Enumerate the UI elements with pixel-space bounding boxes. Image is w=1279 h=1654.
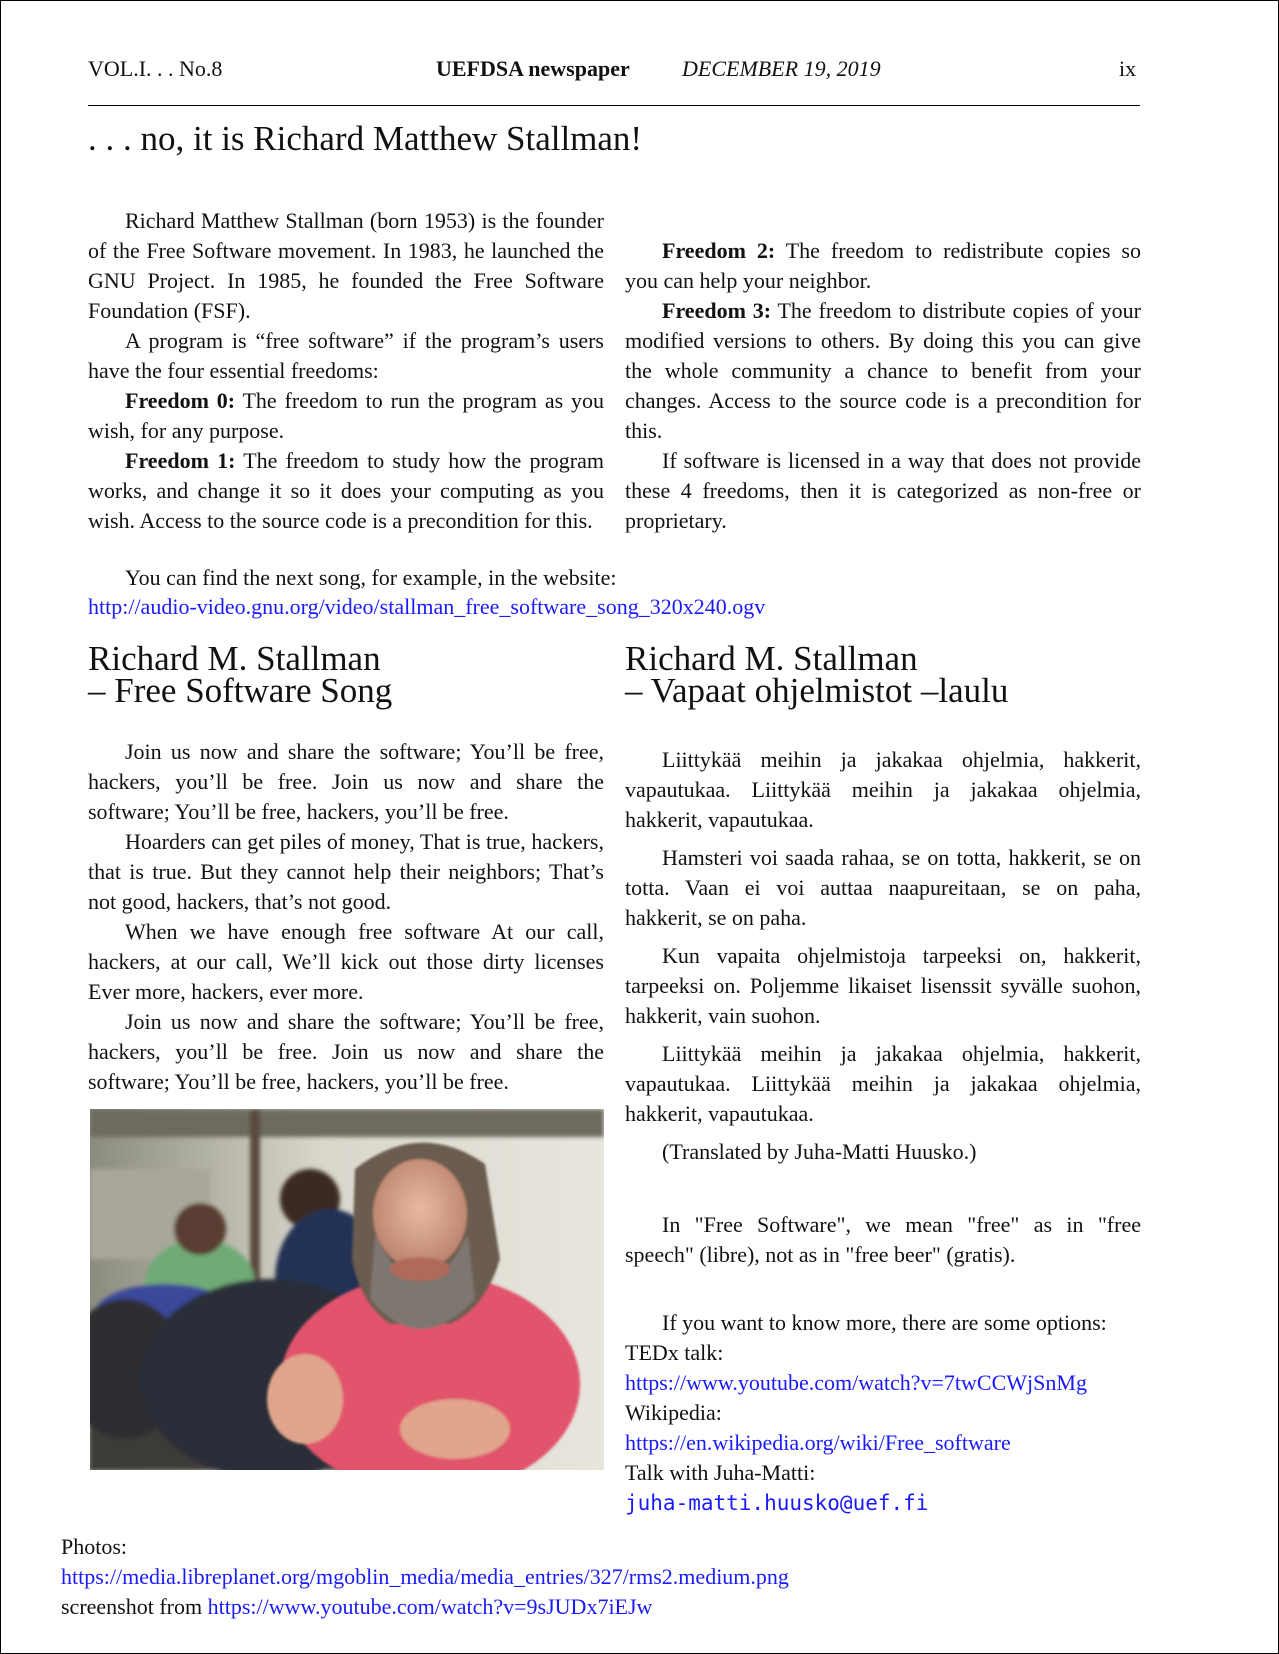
song-note-text: You can find the next song, for example, in the website: <box>125 565 617 590</box>
header-rule <box>88 105 1140 106</box>
song-verse: When we have enough free software At our call, hackers, at our call, We’ll kick out those dirty licenses Ever more, hackers, ever more. <box>88 919 604 1004</box>
stallman-photo <box>90 1109 604 1470</box>
freedom-2-text: The freedom to redistribute copies so you can help your neighbor. <box>625 238 1141 293</box>
freedom-0-label: Freedom 0: <box>125 388 236 413</box>
intro-right-column <box>625 206 1141 536</box>
intro-closing-paragraph: If software is licensed in a way that does not provide these 4 freedoms, then it is categorized as non-free or proprietary. <box>625 448 1141 533</box>
song-verse: Join us now and share the software; You’ll be free, hackers, you’ll be free. Join us now and share the software; You’ll be free, hackers, you’ll be free. <box>88 739 604 824</box>
photo-source-prefix: screenshot from <box>61 1594 208 1619</box>
finnish-song-heading: Richard M. Stallman – Vapaat ohjelmistot –laulu <box>625 639 1009 710</box>
freedom-1-continuation <box>625 206 1141 236</box>
more-info-intro: If you want to know more, there are some options: <box>662 1310 1107 1335</box>
header-paper-name: UEFDSA newspaper <box>436 56 630 81</box>
english-song-lyrics <box>88 737 604 1097</box>
finnish-song-lyrics <box>625 745 1141 1167</box>
freedom-1 <box>88 446 604 536</box>
freedom-2 <box>625 236 1141 296</box>
wikipedia-label: Wikipedia: <box>625 1400 722 1425</box>
song-verse: Hoarders can get piles of money, That is true, hackers, that is true. But they cannot help their neighbors; That’s not good, hackers, that’s not good. <box>88 829 604 914</box>
tedx-link[interactable]: https://www.youtube.com/watch?v=7twCCWjSnMg <box>625 1370 1087 1395</box>
tedx-label: TEDx talk: <box>625 1340 724 1365</box>
contact-label: Talk with Juha-Matti: <box>625 1460 816 1485</box>
header-volume: VOL.I. . . No.8 <box>88 56 223 81</box>
freedom-3 <box>625 296 1141 446</box>
song-verse: Liittykää meihin ja jakakaa ohjelmia, hakkerit, vapautukaa. Liittykää meihin ja jakakaa ohjelmia, hakkerit, vapautukaa. <box>625 1041 1141 1126</box>
photos-label: Photos: <box>61 1534 128 1559</box>
freedom-3-label: Freedom 3: <box>662 298 772 323</box>
translator-credit: (Translated by Juha-Matti Huusko.) <box>662 1139 977 1164</box>
freedom-0 <box>88 386 604 446</box>
freedom-1-label: Freedom 1: <box>125 448 236 473</box>
freedom-3-text: The freedom to distribute copies of your modified versions to others. By doing this you can give the whole community a chance to benefit from your changes. Access to the source code is a precondition for this. <box>625 298 1141 443</box>
header-page-number: ix <box>1119 56 1137 81</box>
photo-source-link-1[interactable]: https://media.libreplanet.org/mgoblin_media/media_entries/327/rms2.medium.png <box>61 1564 789 1589</box>
intro-paragraph: A program is “free software” if the program’s users have the four essential freedoms: <box>88 328 604 383</box>
freedom-1-text: The freedom to study how the program works, and change it so it does your computing as you wish. Access to the source code is a precondition for this. <box>88 448 604 533</box>
contact-email-link[interactable]: juha-matti.huusko@uef.fi <box>625 1491 929 1515</box>
wikipedia-link[interactable]: https://en.wikipedia.org/wiki/Free_software <box>625 1430 1011 1455</box>
header-date: DECEMBER 19, 2019 <box>682 56 881 81</box>
more-info-block <box>625 1308 1141 1518</box>
intro-left-column <box>88 206 604 536</box>
freedom-2-label: Freedom 2: <box>662 238 776 263</box>
song-video-link[interactable]: http://audio-video.gnu.org/video/stallman_free_software_song_320x240.ogv <box>88 594 766 619</box>
song-verse: Join us now and share the software; You’ll be free, hackers, you’ll be free. Join us now and share the software; You’ll be free, hackers, you’ll be free. <box>88 1009 604 1094</box>
stallman-photo-image <box>90 1109 604 1470</box>
free-speech-note: In "Free Software", we mean "free" as in "free speech" (libre), not as in "free beer" (gratis). <box>625 1212 1141 1267</box>
english-song-heading: Richard M. Stallman – Free Software Song <box>88 639 393 710</box>
photo-source-link-2[interactable]: https://www.youtube.com/watch?v=9sJUDx7iEJw <box>207 1594 653 1619</box>
song-verse: Kun vapaita ohjelmistoja tarpeeksi on, hakkerit, tarpeeksi on. Poljemme likaiset lisenssit syvälle suohon, hakkerit, vain suohon. <box>625 943 1141 1028</box>
song-verse: Liittykää meihin ja jakakaa ohjelmia, hakkerit, vapautukaa. Liittykää meihin ja jakakaa ohjelmia, hakkerit, vapautukaa. <box>625 747 1141 832</box>
photo-source-line-2 <box>61 1592 652 1622</box>
freedom-0-text: The freedom to run the program as you wish, for any purpose. <box>88 388 604 443</box>
song-verse: Hamsteri voi saada rahaa, se on totta, hakkerit, se on totta. Vaan ei voi auttaa naapureitaan, se on paha, hakkerit, se on paha. <box>625 845 1141 930</box>
intro-paragraph: Richard Matthew Stallman (born 1953) is the founder of the Free Software movement. In 1983, he launched the GNU Project. In 1985, he founded the Free Software Foundation (FSF). <box>88 208 604 323</box>
article-title: . . . no, it is Richard Matthew Stallman! <box>88 119 643 158</box>
